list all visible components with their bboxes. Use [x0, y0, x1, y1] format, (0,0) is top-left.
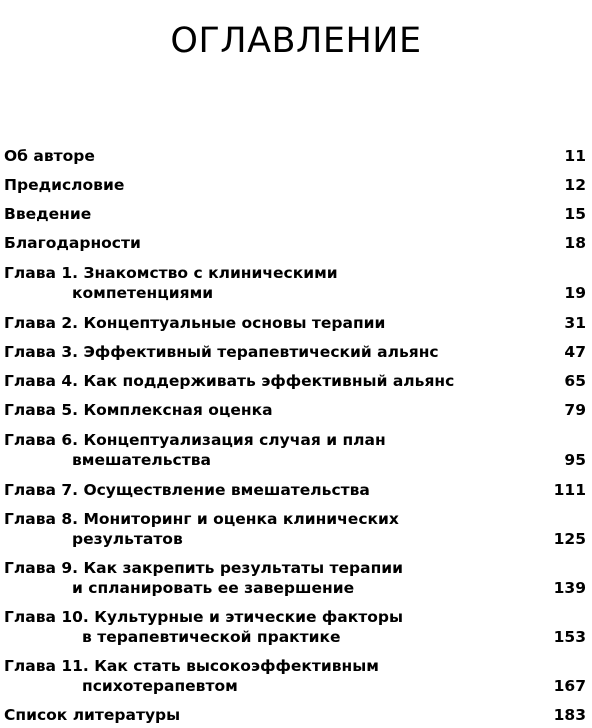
toc-entry-title: Как стать высокоэффективным [94, 657, 379, 675]
toc-entry-title-continuation: компетенциями [72, 284, 214, 302]
toc-entry-acknowledgements[interactable] [4, 233, 586, 253]
toc-entry-chapter-3[interactable] [4, 342, 586, 362]
toc-page-number: 111 [553, 481, 586, 499]
toc-chapter-prefix: Глава 4. [4, 372, 79, 390]
toc-chapter-prefix: Глава 2. [4, 314, 79, 332]
toc-entry-title: Введение [4, 205, 92, 223]
toc-page-number: 125 [553, 530, 586, 548]
toc-entry-title: Осуществление вмешательства [83, 481, 370, 499]
toc-entry-chapter-10[interactable] [4, 607, 586, 647]
toc-entry-chapter-9[interactable] [4, 558, 586, 598]
toc-entry-title-continuation: и спланировать ее завершение [72, 579, 355, 597]
toc-chapter-prefix: Глава 3. [4, 343, 79, 361]
toc-chapter-prefix: Глава 5. [4, 401, 79, 419]
toc-entry-title: Как закрепить результаты терапии [83, 559, 404, 577]
toc-page-number: 139 [553, 579, 586, 597]
toc-entry-title-continuation: результатов [72, 530, 183, 548]
toc-entry-title: Список литературы [4, 706, 181, 724]
toc-entry-chapter-11[interactable] [4, 656, 586, 696]
toc-entry-references[interactable] [4, 705, 586, 725]
toc-page-number: 11 [564, 147, 586, 165]
toc-chapter-prefix: Глава 10. [4, 608, 89, 626]
toc-entry-title: Концептуальные основы терапии [83, 314, 386, 332]
toc-entry-title-continuation: в терапевтической практике [82, 628, 341, 646]
toc-entry-title: Концептуализация случая и план [83, 431, 386, 449]
toc-entry-title: Предисловие [4, 176, 125, 194]
toc-entry-preface[interactable] [4, 175, 586, 195]
toc-page-number: 19 [564, 284, 586, 302]
toc-entry-chapter-7[interactable] [4, 480, 586, 500]
toc-entry-title: Культурные и этические факторы [94, 608, 403, 626]
toc-chapter-prefix: Глава 11. [4, 657, 89, 675]
toc-chapter-prefix: Глава 8. [4, 510, 79, 528]
toc-chapter-prefix: Глава 9. [4, 559, 79, 577]
toc-entry-chapter-8[interactable] [4, 509, 586, 549]
toc-entry-chapter-1[interactable] [4, 263, 586, 303]
toc-entry-chapter-2[interactable] [4, 313, 586, 333]
toc-page-number: 65 [564, 372, 586, 390]
toc-entry-title: Эффективный терапевтический альянс [83, 343, 439, 361]
toc-entry-title-continuation: вмешательства [72, 451, 212, 469]
toc-entry-title: Мониторинг и оценка клинических [83, 510, 399, 528]
toc-page-number: 95 [564, 451, 586, 469]
toc-page-number: 153 [553, 628, 586, 646]
toc-page-number: 167 [553, 677, 586, 695]
page-title: ОГЛАВЛЕНИЕ [170, 21, 422, 61]
toc-entry-title: Как поддерживать эффективный альянс [83, 372, 455, 390]
toc-entry-chapter-5[interactable] [4, 400, 586, 420]
toc-entry-about-author[interactable] [4, 146, 586, 166]
toc-page-number: 79 [564, 401, 586, 419]
toc-chapter-prefix: Глава 6. [4, 431, 79, 449]
toc-page-number: 31 [564, 314, 586, 332]
toc-entry-title: Знакомство с клиническими [83, 264, 338, 282]
toc-page-number: 15 [564, 205, 586, 223]
toc-page-number: 183 [553, 706, 586, 724]
toc-entry-title-continuation: психотерапевтом [82, 677, 238, 695]
toc-chapter-prefix: Глава 1. [4, 264, 79, 282]
toc-entry-title: Комплексная оценка [83, 401, 273, 419]
toc-entry-chapter-4[interactable] [4, 371, 586, 391]
toc-chapter-prefix: Глава 7. [4, 481, 79, 499]
toc-page-number: 47 [564, 343, 586, 361]
toc-page-number: 18 [564, 234, 586, 252]
toc-page-number: 12 [564, 176, 586, 194]
toc-entry-chapter-6[interactable] [4, 430, 586, 470]
toc-entry-title: Об авторе [4, 147, 95, 165]
toc-entry-title: Благодарности [4, 234, 141, 252]
toc-entry-introduction[interactable] [4, 204, 586, 224]
